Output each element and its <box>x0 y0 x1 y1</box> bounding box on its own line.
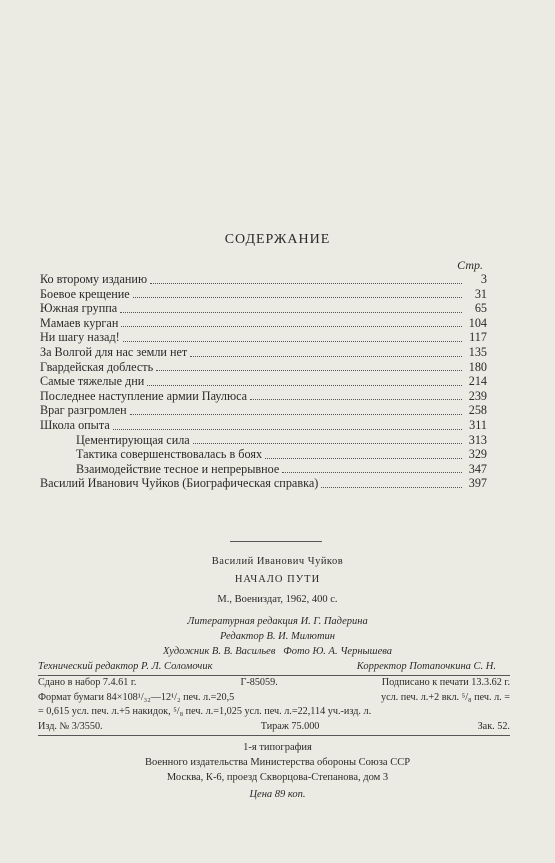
print-line-part: усл. печ. л.+2 вкл. ⁵/₈ печ. л. = <box>380 692 510 703</box>
toc-leader-dots <box>150 283 462 284</box>
editor-credit <box>0 631 555 642</box>
toc-entry-title: Цементирующая сила <box>76 432 190 447</box>
print-line-part: Г-85059. <box>240 677 278 688</box>
editor-label: Редактор <box>219 631 264 642</box>
print-line-part: Подписано к печати 13.3.62 г. <box>381 677 510 688</box>
toc-leader-dots <box>123 341 462 342</box>
toc-entry <box>40 287 487 302</box>
publisher-line: М., Воениздат, 1962, 400 с. <box>217 594 338 605</box>
toc-entry-page: 397 <box>468 476 487 491</box>
toc-leader-dots <box>147 385 462 386</box>
print-line <box>38 677 510 688</box>
printer-line: Москва, К-6, проезд Скворцова-Степанова, дом 3 <box>166 772 389 783</box>
toc-entry-title: Южная группа <box>40 301 118 316</box>
toc-entry-title: Ко второму изданию <box>40 272 148 286</box>
tech-editor-credit <box>38 661 212 672</box>
toc-leader-dots <box>133 297 462 298</box>
print-line <box>38 692 510 703</box>
toc-entry-title: Боевое крещение <box>40 286 130 301</box>
literary-editor-label: Литературная редакция <box>187 616 298 627</box>
print-line-part: Тираж 75.000 <box>260 721 320 732</box>
author-name: Василий Иванович Чуйков <box>211 556 344 567</box>
toc-entry-page: 31 <box>474 286 487 301</box>
toc-entry-page: 104 <box>468 315 487 330</box>
toc-entry-title: Гвардейская доблесть <box>40 359 154 374</box>
toc-entry <box>40 301 487 316</box>
print-line <box>38 721 510 732</box>
toc-entry <box>40 447 487 462</box>
corrector-name: Потапочкина С. Н. <box>409 661 496 672</box>
toc-entry-page: 3 <box>480 272 487 286</box>
toc-entry <box>40 330 487 345</box>
toc-entry <box>40 272 487 287</box>
toc-entry-title: Взаимодействие тесное и непрерывное <box>76 461 280 476</box>
imprint-rule-top <box>38 675 510 676</box>
print-line-part: Формат бумаги 84×108¹/₃₂—12¹/₂ печ. л.=20,5 <box>38 692 235 703</box>
toc-entry <box>40 360 487 375</box>
toc-entry-page: 180 <box>468 359 487 374</box>
toc-leader-dots <box>190 356 462 357</box>
toc-entry-title: За Волгой для нас земли нет <box>40 344 188 359</box>
divider <box>230 541 322 542</box>
toc-entry-page: 117 <box>469 330 487 345</box>
print-line-part: = 0,615 усл. печ. л.+5 накидок, ⁵/₈ печ. л.=1,025 усл. печ. л.=22,114 уч.-изд. л. <box>38 706 372 717</box>
imprint-rule-bottom <box>38 735 510 736</box>
corrector-label: Корректор <box>356 661 407 672</box>
artist-label: Художник <box>163 646 210 657</box>
toc-entry-page: 347 <box>468 461 487 476</box>
artist-name: В. В. Васильев <box>211 646 276 657</box>
toc-leader-dots <box>265 458 462 459</box>
print-line <box>38 706 510 717</box>
tech-editor-name: Р. Л. Соломочик <box>141 661 213 672</box>
toc-title: СОДЕРЖАНИЕ <box>224 232 331 247</box>
print-line-part: Зак. 52. <box>477 721 510 732</box>
toc-entry-title: Ни шагу назад! <box>40 330 120 345</box>
toc-entry-page: 258 <box>468 403 487 418</box>
corrector-credit <box>357 661 496 672</box>
toc-leader-dots <box>282 472 462 473</box>
toc-entry <box>40 389 487 404</box>
literary-editor-name: И. Г. Падерина <box>300 616 368 627</box>
toc-entry <box>40 316 487 331</box>
toc-leader-dots <box>193 443 462 444</box>
editor-name: В. И. Милютин <box>266 631 335 642</box>
printer-line: 1-я типография <box>243 742 312 753</box>
print-line-part: Изд. № 3/3550. <box>38 721 103 732</box>
price: Цена 89 коп. <box>249 789 306 800</box>
toc-entry <box>40 403 487 418</box>
photo-name: Ю. А. Чернышева <box>312 646 392 657</box>
photo-label: Фото <box>283 646 310 657</box>
print-line-part: Сдано в набор 7.4.61 г. <box>38 677 137 688</box>
toc-entry-page: 239 <box>468 388 487 403</box>
toc-entry-page: 313 <box>468 432 487 447</box>
toc-entry-title: Мамаев курган <box>40 315 119 330</box>
toc-entry-title: Василий Иванович Чуйков (Биографическая справка) <box>40 476 319 491</box>
toc-entry-title: Тактика совершенствовалась в боях <box>76 447 263 462</box>
toc-entry-title: Самые тяжелые дни <box>40 374 145 389</box>
toc-leader-dots <box>120 312 462 313</box>
toc-entry <box>40 476 487 491</box>
toc-page-label: Стр. <box>457 258 483 272</box>
printer-line: Военного издательства Министерства обороны Союза ССР <box>144 757 411 768</box>
toc-leader-dots <box>121 326 462 327</box>
table-of-contents <box>40 272 487 491</box>
toc-leader-dots <box>130 414 462 415</box>
toc-entry-title: Враг разгромлен <box>40 403 127 418</box>
toc-entry <box>40 418 487 433</box>
book-title: НАЧАЛО ПУТИ <box>234 574 321 585</box>
literary-editor-credit <box>0 616 555 627</box>
toc-entry <box>40 374 487 389</box>
toc-entry <box>40 462 487 477</box>
tech-editor-label: Технический редактор <box>38 661 139 672</box>
toc-entry <box>40 433 487 448</box>
toc-leader-dots <box>113 429 462 430</box>
toc-entry-page: 311 <box>469 417 487 432</box>
toc-entry-title: Последнее наступление армии Паулюса <box>40 388 248 403</box>
toc-leader-dots <box>156 370 462 371</box>
toc-leader-dots <box>250 399 462 400</box>
toc-entry-title: Школа опыта <box>40 417 110 432</box>
toc-entry-page: 65 <box>474 301 487 316</box>
toc-entry-page: 214 <box>468 374 487 389</box>
tech-credits <box>38 661 496 672</box>
toc-entry-page: 135 <box>468 344 487 359</box>
artist-credit <box>0 646 555 657</box>
toc-entry <box>40 345 487 360</box>
toc-leader-dots <box>321 487 462 488</box>
toc-entry-page: 329 <box>468 447 487 462</box>
